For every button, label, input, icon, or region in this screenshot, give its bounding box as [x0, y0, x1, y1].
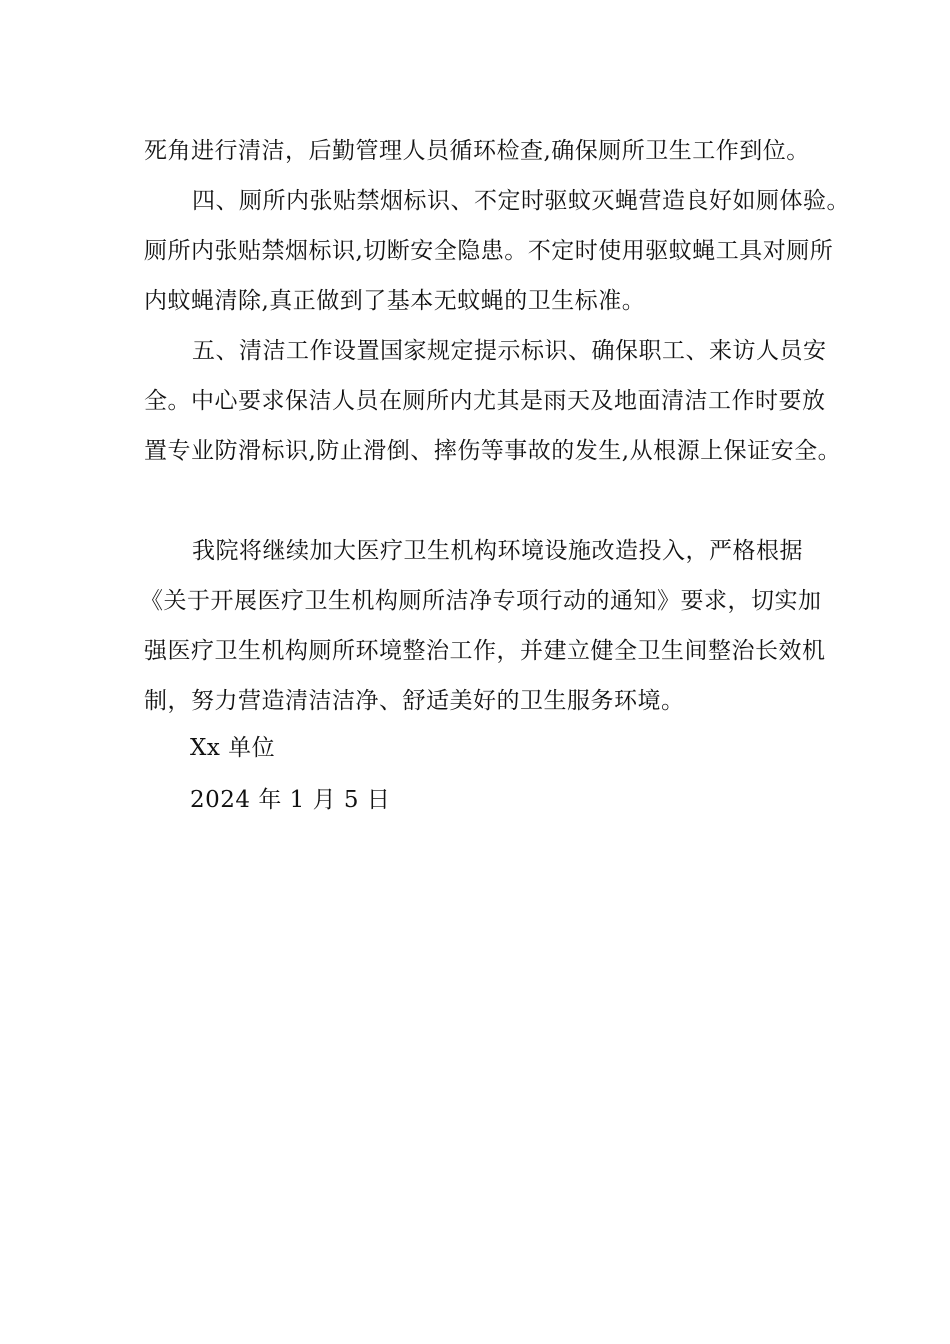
text-line: 置专业防滑标识,防止滑倒、摔伤等事故的发生,从根源上保证安全。 — [144, 438, 842, 464]
signature-date: 2024 年 1 月 5 日 — [190, 787, 391, 813]
section-heading-four: 四、厕所内张贴禁烟标识、不定时驱蚊灭蝇营造良好如厕体验。 — [192, 188, 850, 214]
text-line: 全。中心要求保洁人员在厕所内尤其是雨天及地面清洁工作时要放 — [144, 388, 826, 414]
closing-paragraph-line: 制，努力营造清洁洁净、舒适美好的卫生服务环境。 — [144, 688, 685, 714]
text-line: 厕所内张贴禁烟标识,切断安全隐患。不定时使用驱蚊蝇工具对厕所 — [144, 238, 834, 264]
closing-paragraph-line: 我院将继续加大医疗卫生机构环境设施改造投入，严格根据 — [192, 538, 803, 564]
signature-unit: Xx 单位 — [190, 735, 276, 761]
text-line: 死角进行清洁，后勤管理人员循环检查,确保厕所卫生工作到位。 — [144, 138, 810, 164]
section-heading-five: 五、清洁工作设置国家规定提示标识、确保职工、来访人员安 — [192, 338, 827, 364]
closing-paragraph-line: 强医疗卫生机构厕所环境整治工作，并建立健全卫生间整治长效机 — [144, 638, 826, 664]
text-line: 内蚊蝇清除,真正做到了基本无蚊蝇的卫生标准。 — [144, 288, 646, 314]
closing-paragraph-line: 《关于开展医疗卫生机构厕所洁净专项行动的通知》要求，切实加 — [140, 588, 822, 614]
